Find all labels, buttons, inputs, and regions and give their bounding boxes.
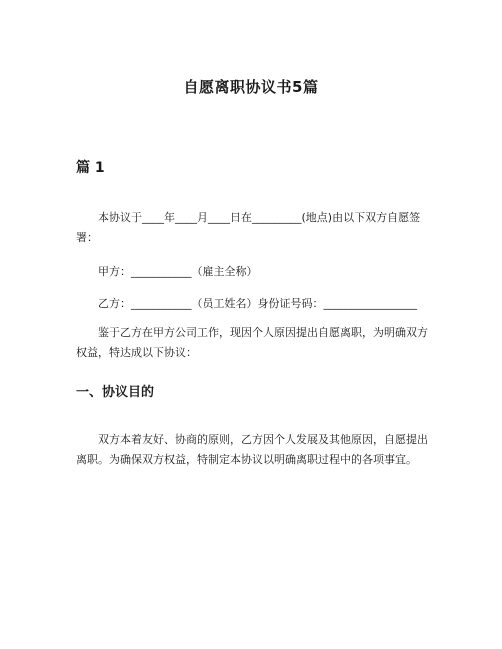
paragraph-agreement-intro: 本协议于____年____月____日在_________(地点)由以下双方自愿签署： (76, 211, 421, 244)
paragraph-purpose: 双方本着友好、协商的原则，乙方因个人发展及其他原因，自愿提出离职。为确保双方权益，特制定本协议以明确离职过程中的各项事宜。 (76, 433, 428, 466)
document-title: 自愿离职协议书5篇 (183, 78, 319, 96)
section-heading: 篇 1 (76, 160, 105, 176)
subsection-heading: 一、协议目的 (76, 385, 155, 400)
paragraph-party-b: 乙方：___________（员工姓名）身份证号码：_________________ (98, 297, 417, 310)
paragraph-party-a: 甲方：___________（雇主全称） (98, 265, 258, 278)
paragraph-whereas: 鉴于乙方在甲方公司工作，现因个人原因提出自愿离职，为明确双方权益，特达成以下协议： (76, 326, 428, 359)
